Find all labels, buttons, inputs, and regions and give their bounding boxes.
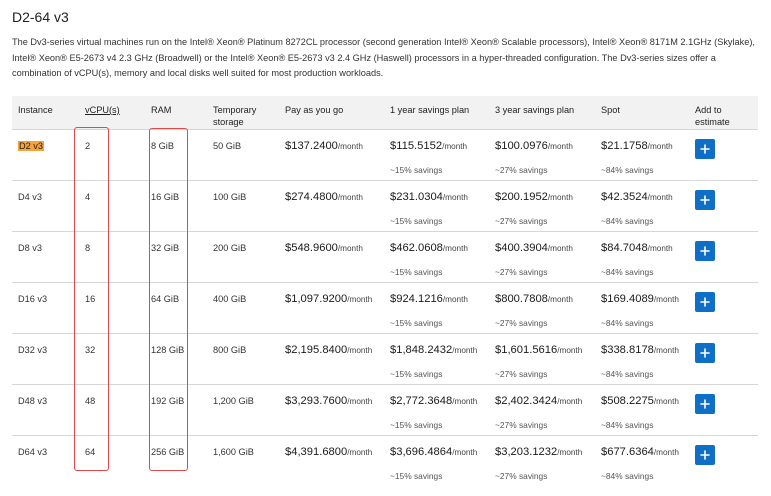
price-unit: /month	[337, 243, 363, 253]
cell-1-year	[384, 180, 489, 231]
savings-note: ~15% savings	[390, 164, 443, 175]
instance-name: D8 v3	[18, 242, 43, 253]
cell-pay-as-you-go	[279, 231, 384, 282]
instance-name: D16 v3	[18, 293, 48, 304]
price: $42.3524	[601, 190, 648, 203]
cell-vcpu: 32	[79, 333, 145, 384]
pricing-table	[12, 96, 758, 486]
cell-pay-as-you-go	[279, 180, 384, 231]
table-row	[12, 129, 758, 180]
cell-1-year	[384, 231, 489, 282]
cell-ram: 256 GiB	[145, 435, 207, 486]
cell-add	[689, 231, 758, 282]
price-unit: /month	[547, 192, 573, 202]
price-unit: /month	[557, 345, 583, 355]
add-to-estimate-button[interactable]	[695, 343, 715, 363]
page-title: D2-64 v3	[12, 9, 69, 25]
instance-name: D4 v3	[18, 191, 43, 202]
plus-icon	[700, 195, 710, 205]
table-row	[12, 333, 758, 384]
col-vcpu-label[interactable]: vCPU(s)	[85, 105, 120, 115]
price-unit: /month	[452, 447, 478, 457]
cell-vcpu: 16	[79, 282, 145, 333]
price: $3,203.1232	[495, 445, 558, 458]
col-add-line1: Add to	[695, 105, 722, 115]
cell-add	[689, 129, 758, 180]
cell-spot	[595, 333, 689, 384]
cell-storage: 100 GiB	[207, 180, 279, 231]
col-storage-line2: storage	[213, 117, 244, 127]
price-unit: /month	[347, 396, 373, 406]
cell-storage: 200 GiB	[207, 231, 279, 282]
savings-note: ~84% savings	[601, 164, 654, 175]
cell-3-year	[489, 231, 595, 282]
savings-note: ~15% savings	[390, 215, 443, 226]
price-unit: /month	[653, 345, 679, 355]
price-unit: /month	[647, 141, 673, 151]
price-unit: /month	[653, 294, 679, 304]
savings-note: ~27% savings	[495, 419, 548, 430]
cell-3-year	[489, 333, 595, 384]
price: $231.0304	[390, 190, 443, 203]
savings-note: ~27% savings	[495, 470, 548, 481]
price: $1,601.5616	[495, 343, 558, 356]
price: $21.1758	[601, 139, 648, 152]
cell-ram: 128 GiB	[145, 333, 207, 384]
cell-pay-as-you-go	[279, 333, 384, 384]
cell-pay-as-you-go	[279, 282, 384, 333]
price: $924.1216	[390, 292, 443, 305]
savings-note: ~84% savings	[601, 470, 654, 481]
cell-spot	[595, 231, 689, 282]
col-1-year-savings[interactable]: 1 year savings plan	[384, 96, 489, 129]
plus-icon	[700, 246, 710, 256]
plus-icon	[700, 144, 710, 154]
cell-1-year	[384, 384, 489, 435]
add-to-estimate-button[interactable]	[695, 241, 715, 261]
cell-3-year	[489, 384, 595, 435]
savings-note: ~84% savings	[601, 368, 654, 379]
cell-ram: 64 GiB	[145, 282, 207, 333]
cell-spot	[595, 435, 689, 486]
cell-storage: 800 GiB	[207, 333, 279, 384]
savings-note: ~15% savings	[390, 266, 443, 277]
col-add-to-estimate	[689, 96, 758, 129]
instance-name: D64 v3	[18, 446, 48, 457]
table-header	[12, 96, 758, 129]
cell-1-year	[384, 282, 489, 333]
savings-note: ~27% savings	[495, 266, 548, 277]
price: $1,097.9200	[285, 292, 348, 305]
price-unit: /month	[347, 345, 373, 355]
cell-vcpu: 2	[79, 129, 145, 180]
cell-spot	[595, 384, 689, 435]
cell-instance	[12, 129, 79, 180]
plus-icon	[700, 450, 710, 460]
savings-note: ~27% savings	[495, 317, 548, 328]
price: $677.6364	[601, 445, 654, 458]
price: $462.0608	[390, 241, 443, 254]
cell-ram: 16 GiB	[145, 180, 207, 231]
price: $2,195.8400	[285, 343, 348, 356]
add-to-estimate-button[interactable]	[695, 190, 715, 210]
price-unit: /month	[547, 141, 573, 151]
col-spot[interactable]: Spot	[595, 96, 689, 129]
cell-3-year	[489, 129, 595, 180]
cell-3-year	[489, 180, 595, 231]
table-row	[12, 180, 758, 231]
price-unit: /month	[653, 447, 679, 457]
price-unit: /month	[442, 294, 468, 304]
price-unit: /month	[557, 396, 583, 406]
price-unit: /month	[452, 396, 478, 406]
price: $137.2400	[285, 139, 338, 152]
cell-instance	[12, 282, 79, 333]
cell-storage: 1,600 GiB	[207, 435, 279, 486]
plus-icon	[700, 399, 710, 409]
cell-1-year	[384, 333, 489, 384]
savings-note: ~15% savings	[390, 470, 443, 481]
price-unit: /month	[337, 141, 363, 151]
savings-note: ~84% savings	[601, 317, 654, 328]
savings-note: ~27% savings	[495, 164, 548, 175]
price-unit: /month	[442, 243, 468, 253]
table-row	[12, 231, 758, 282]
savings-note: ~15% savings	[390, 368, 443, 379]
cell-pay-as-you-go	[279, 384, 384, 435]
cell-add	[689, 333, 758, 384]
price: $4,391.6800	[285, 445, 348, 458]
col-ram[interactable]: RAM	[145, 96, 207, 129]
cell-ram: 32 GiB	[145, 231, 207, 282]
add-to-estimate-button[interactable]	[695, 394, 715, 414]
add-to-estimate-button[interactable]	[695, 139, 715, 159]
price: $169.4089	[601, 292, 654, 305]
price-unit: /month	[647, 243, 673, 253]
price-unit: /month	[547, 243, 573, 253]
cell-ram: 8 GiB	[145, 129, 207, 180]
cell-spot	[595, 282, 689, 333]
instance-name: D32 v3	[18, 344, 48, 355]
price-unit: /month	[557, 447, 583, 457]
cell-instance	[12, 333, 79, 384]
cell-1-year	[384, 129, 489, 180]
price: $2,772.3648	[390, 394, 453, 407]
price-unit: /month	[442, 141, 468, 151]
cell-3-year	[489, 282, 595, 333]
savings-note: ~84% savings	[601, 266, 654, 277]
price: $1,848.2432	[390, 343, 453, 356]
cell-instance	[12, 384, 79, 435]
col-instance[interactable]: Instance	[12, 96, 79, 129]
cell-add	[689, 282, 758, 333]
table-row	[12, 384, 758, 435]
price: $3,293.7600	[285, 394, 348, 407]
col-add-line2: estimate	[695, 117, 730, 127]
savings-note: ~27% savings	[495, 368, 548, 379]
savings-note: ~84% savings	[601, 419, 654, 430]
cell-vcpu: 4	[79, 180, 145, 231]
price-unit: /month	[647, 192, 673, 202]
col-temporary-storage[interactable]	[207, 96, 279, 129]
cell-add	[689, 435, 758, 486]
price: $2,402.3424	[495, 394, 558, 407]
cell-storage: 50 GiB	[207, 129, 279, 180]
price: $200.1952	[495, 190, 548, 203]
price-unit: /month	[452, 345, 478, 355]
col-pay-as-you-go[interactable]: Pay as you go	[279, 96, 384, 129]
add-to-estimate-button[interactable]	[695, 445, 715, 465]
price-unit: /month	[347, 447, 373, 457]
cell-storage: 400 GiB	[207, 282, 279, 333]
price-unit: /month	[442, 192, 468, 202]
cell-1-year	[384, 435, 489, 486]
price: $100.0976	[495, 139, 548, 152]
price-unit: /month	[547, 294, 573, 304]
savings-note: ~15% savings	[390, 419, 443, 430]
savings-note: ~84% savings	[601, 215, 654, 226]
cell-add	[689, 180, 758, 231]
price: $274.4800	[285, 190, 338, 203]
cell-vcpu: 48	[79, 384, 145, 435]
cell-instance	[12, 180, 79, 231]
cell-vcpu: 64	[79, 435, 145, 486]
price: $800.7808	[495, 292, 548, 305]
savings-note: ~27% savings	[495, 215, 548, 226]
cell-spot	[595, 180, 689, 231]
price: $115.5152	[390, 139, 443, 152]
cell-add	[689, 384, 758, 435]
cell-instance	[12, 231, 79, 282]
plus-icon	[700, 297, 710, 307]
price: $338.8178	[601, 343, 654, 356]
savings-note: ~15% savings	[390, 317, 443, 328]
plus-icon	[700, 348, 710, 358]
price: $400.3904	[495, 241, 548, 254]
table-row	[12, 435, 758, 486]
price-unit: /month	[337, 192, 363, 202]
col-storage-line1: Temporary	[213, 105, 257, 115]
table-row	[12, 282, 758, 333]
price: $3,696.4864	[390, 445, 453, 458]
cell-pay-as-you-go	[279, 435, 384, 486]
cell-pay-as-you-go	[279, 129, 384, 180]
price-unit: /month	[653, 396, 679, 406]
cell-ram: 192 GiB	[145, 384, 207, 435]
cell-3-year	[489, 435, 595, 486]
instance-name: D48 v3	[18, 395, 48, 406]
cell-storage: 1,200 GiB	[207, 384, 279, 435]
add-to-estimate-button[interactable]	[695, 292, 715, 312]
col-vcpu[interactable]	[79, 96, 145, 129]
cell-instance	[12, 435, 79, 486]
price: $548.9600	[285, 241, 338, 254]
cell-spot	[595, 129, 689, 180]
series-description: The Dv3-series virtual machines run on the Intel® Xeon® Platinum 8272CL processor (second generation Intel® Xeon® Scalable processors), Intel® Xeon® 8171M 2.1GHz (Skylake), Intel® Xeon® E5-2673 v4 2.3 GHz (Broadwell) or the Intel® Xeon® E5-2673 v3 2.4 GHz (Haswell) processors in a hyper-threaded configuration. The Dv3-series sizes offer a combination of vCPU(s), memory and local disks well suited for most production workloads.	[12, 37, 755, 78]
price: $508.2275	[601, 394, 654, 407]
price-unit: /month	[347, 294, 373, 304]
col-3-year-savings[interactable]: 3 year savings plan	[489, 96, 595, 129]
cell-vcpu: 8	[79, 231, 145, 282]
instance-name: D2 v3	[19, 140, 44, 151]
price: $84.7048	[601, 241, 648, 254]
